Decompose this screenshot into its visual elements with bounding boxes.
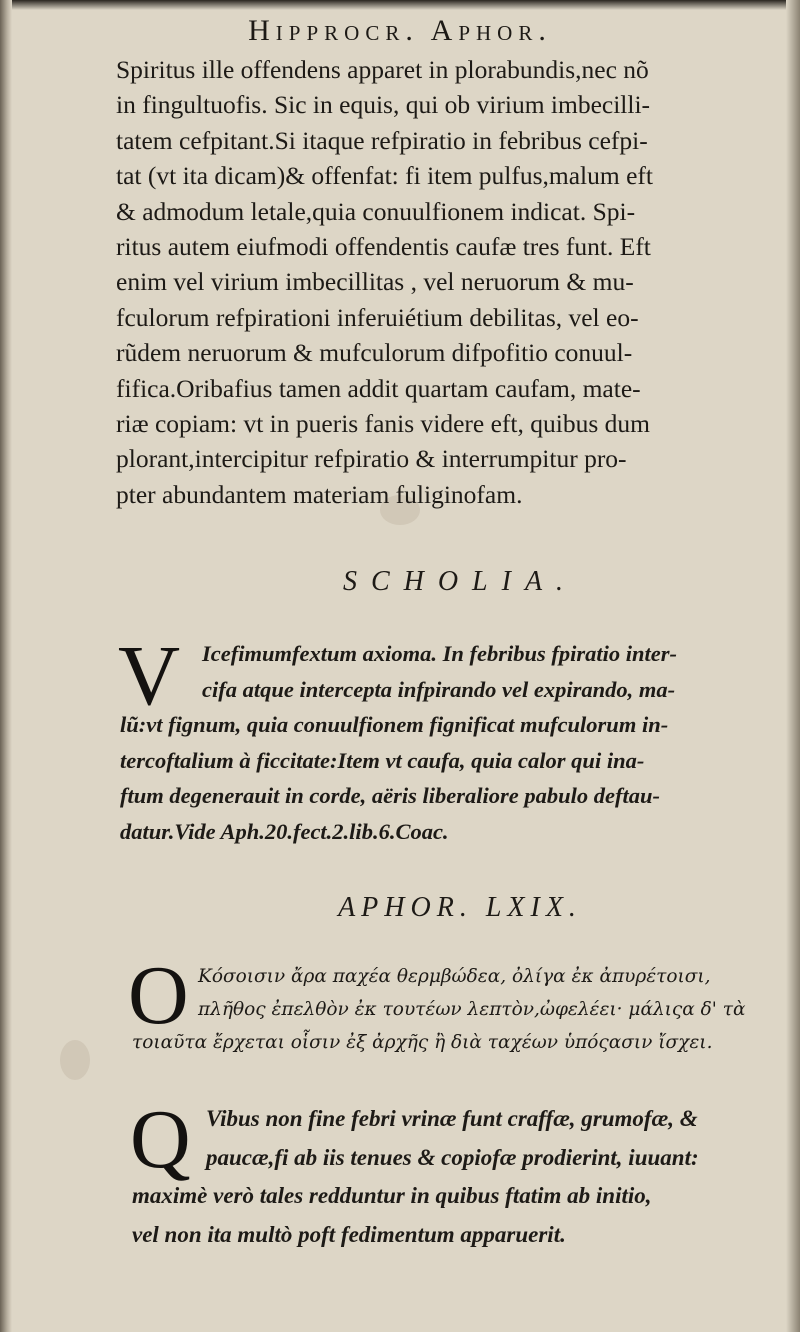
greek-aphorism bbox=[132, 960, 798, 1059]
greek-line: πλῆθος ἐπελθὸν ἐκ τουτέων λεπτὸν,ὠφελέει· μάλιςα δ' τὰ bbox=[198, 999, 746, 1020]
text-line: plorant,intercipitur refpiratio & interrumpitur pro- bbox=[116, 444, 627, 474]
commentary-body bbox=[116, 52, 786, 512]
scholia-dropcap: V bbox=[118, 627, 181, 723]
latin-line: maximè verò tales redduntur in quibus ftatim ab initio, bbox=[132, 1183, 652, 1208]
text-line: riæ copiam: vt in pueris fanis videre eft, quibus dum bbox=[116, 408, 650, 438]
text-line: fculorum refpirationi inferuiétium debilitas, vel eo- bbox=[116, 302, 639, 332]
scholia-heading: SCHOLIA. bbox=[342, 566, 578, 597]
ink-smudge bbox=[60, 1040, 90, 1080]
text-line: ritus autem eiufmodi offendentis caufæ tres funt. Eft bbox=[116, 231, 651, 261]
scholia-line: tercoftalium à ficcitate:Item vt caufa, quia calor qui ina- bbox=[120, 747, 645, 773]
scholia-line: cifa atque intercepta infpirando vel expirando, ma- bbox=[202, 676, 676, 702]
text-line: & admodum letale,quia conuulfionem indicat. Spi- bbox=[116, 196, 636, 226]
latin-aphorism bbox=[132, 1100, 796, 1254]
latin-line: vel non ita multò poft fedimentum apparuerit. bbox=[132, 1221, 566, 1247]
text-line: in fingultuofis. Sic in equis, qui ob virium imbecilli- bbox=[116, 90, 651, 120]
page-top-edge bbox=[0, 0, 800, 10]
text-line: Spiritus ille offendens apparet in plorabundis,nec nõ bbox=[116, 55, 649, 84]
scholia-text bbox=[120, 636, 792, 849]
text-line: rũdem neruorum & mufculorum difpofitio conuul- bbox=[116, 338, 633, 368]
scholia-line: Icefimumfextum axioma. In febribus fpiratio inter- bbox=[202, 641, 678, 666]
text-line: tat (vt ita dicam)& offenfat: fi item pulfus,malum eft bbox=[116, 161, 653, 191]
aphorism-heading: APHOR. LXIX. bbox=[338, 892, 582, 923]
scholia-line: lũ:vt fignum, quia conuulfionem fignificat mufculorum in- bbox=[120, 712, 669, 737]
latin-dropcap: Q bbox=[130, 1093, 191, 1186]
latin-line: Vibus non fine febri vrinæ funt craffæ, grumofæ, & bbox=[206, 1106, 698, 1131]
text-line: tatem cefpitant.Si itaque refpiratio in febribus cefpi- bbox=[116, 125, 648, 155]
text-line: enim vel virium imbecillitas , vel neruorum & mu- bbox=[116, 267, 634, 297]
latin-line: paucæ,fi ab iis tenues & copiofæ prodierint, iuuant: bbox=[206, 1144, 699, 1170]
running-head: Hipprocr. Aphor. bbox=[248, 14, 552, 47]
greek-line: Κόσοισιν ἄρα παχέα θερμβώδεα, ὀλίγα ἐκ ἀπυρέτοισι, bbox=[198, 966, 711, 987]
greek-dropcap: O bbox=[128, 949, 189, 1042]
page-gutter-shadow bbox=[0, 0, 12, 1332]
text-line: pter abundantem materiam fuliginofam. bbox=[116, 479, 523, 509]
scholia-line: ftum degenerauit in corde, aëris liberaliore pabulo deftau- bbox=[120, 783, 660, 808]
scholia-line: datur.Vide Aph.20.fect.2.lib.6.Coac. bbox=[120, 818, 449, 844]
greek-line: τοιαῦτα ἔρχεται οἷσιν ἐξ ἀρχῆς ἢ διὰ ταχέων ὑπόςασιν ἴσχει. bbox=[132, 1032, 713, 1053]
text-line: fifica.Oribafius tamen addit quartam caufam, mate- bbox=[116, 373, 641, 403]
